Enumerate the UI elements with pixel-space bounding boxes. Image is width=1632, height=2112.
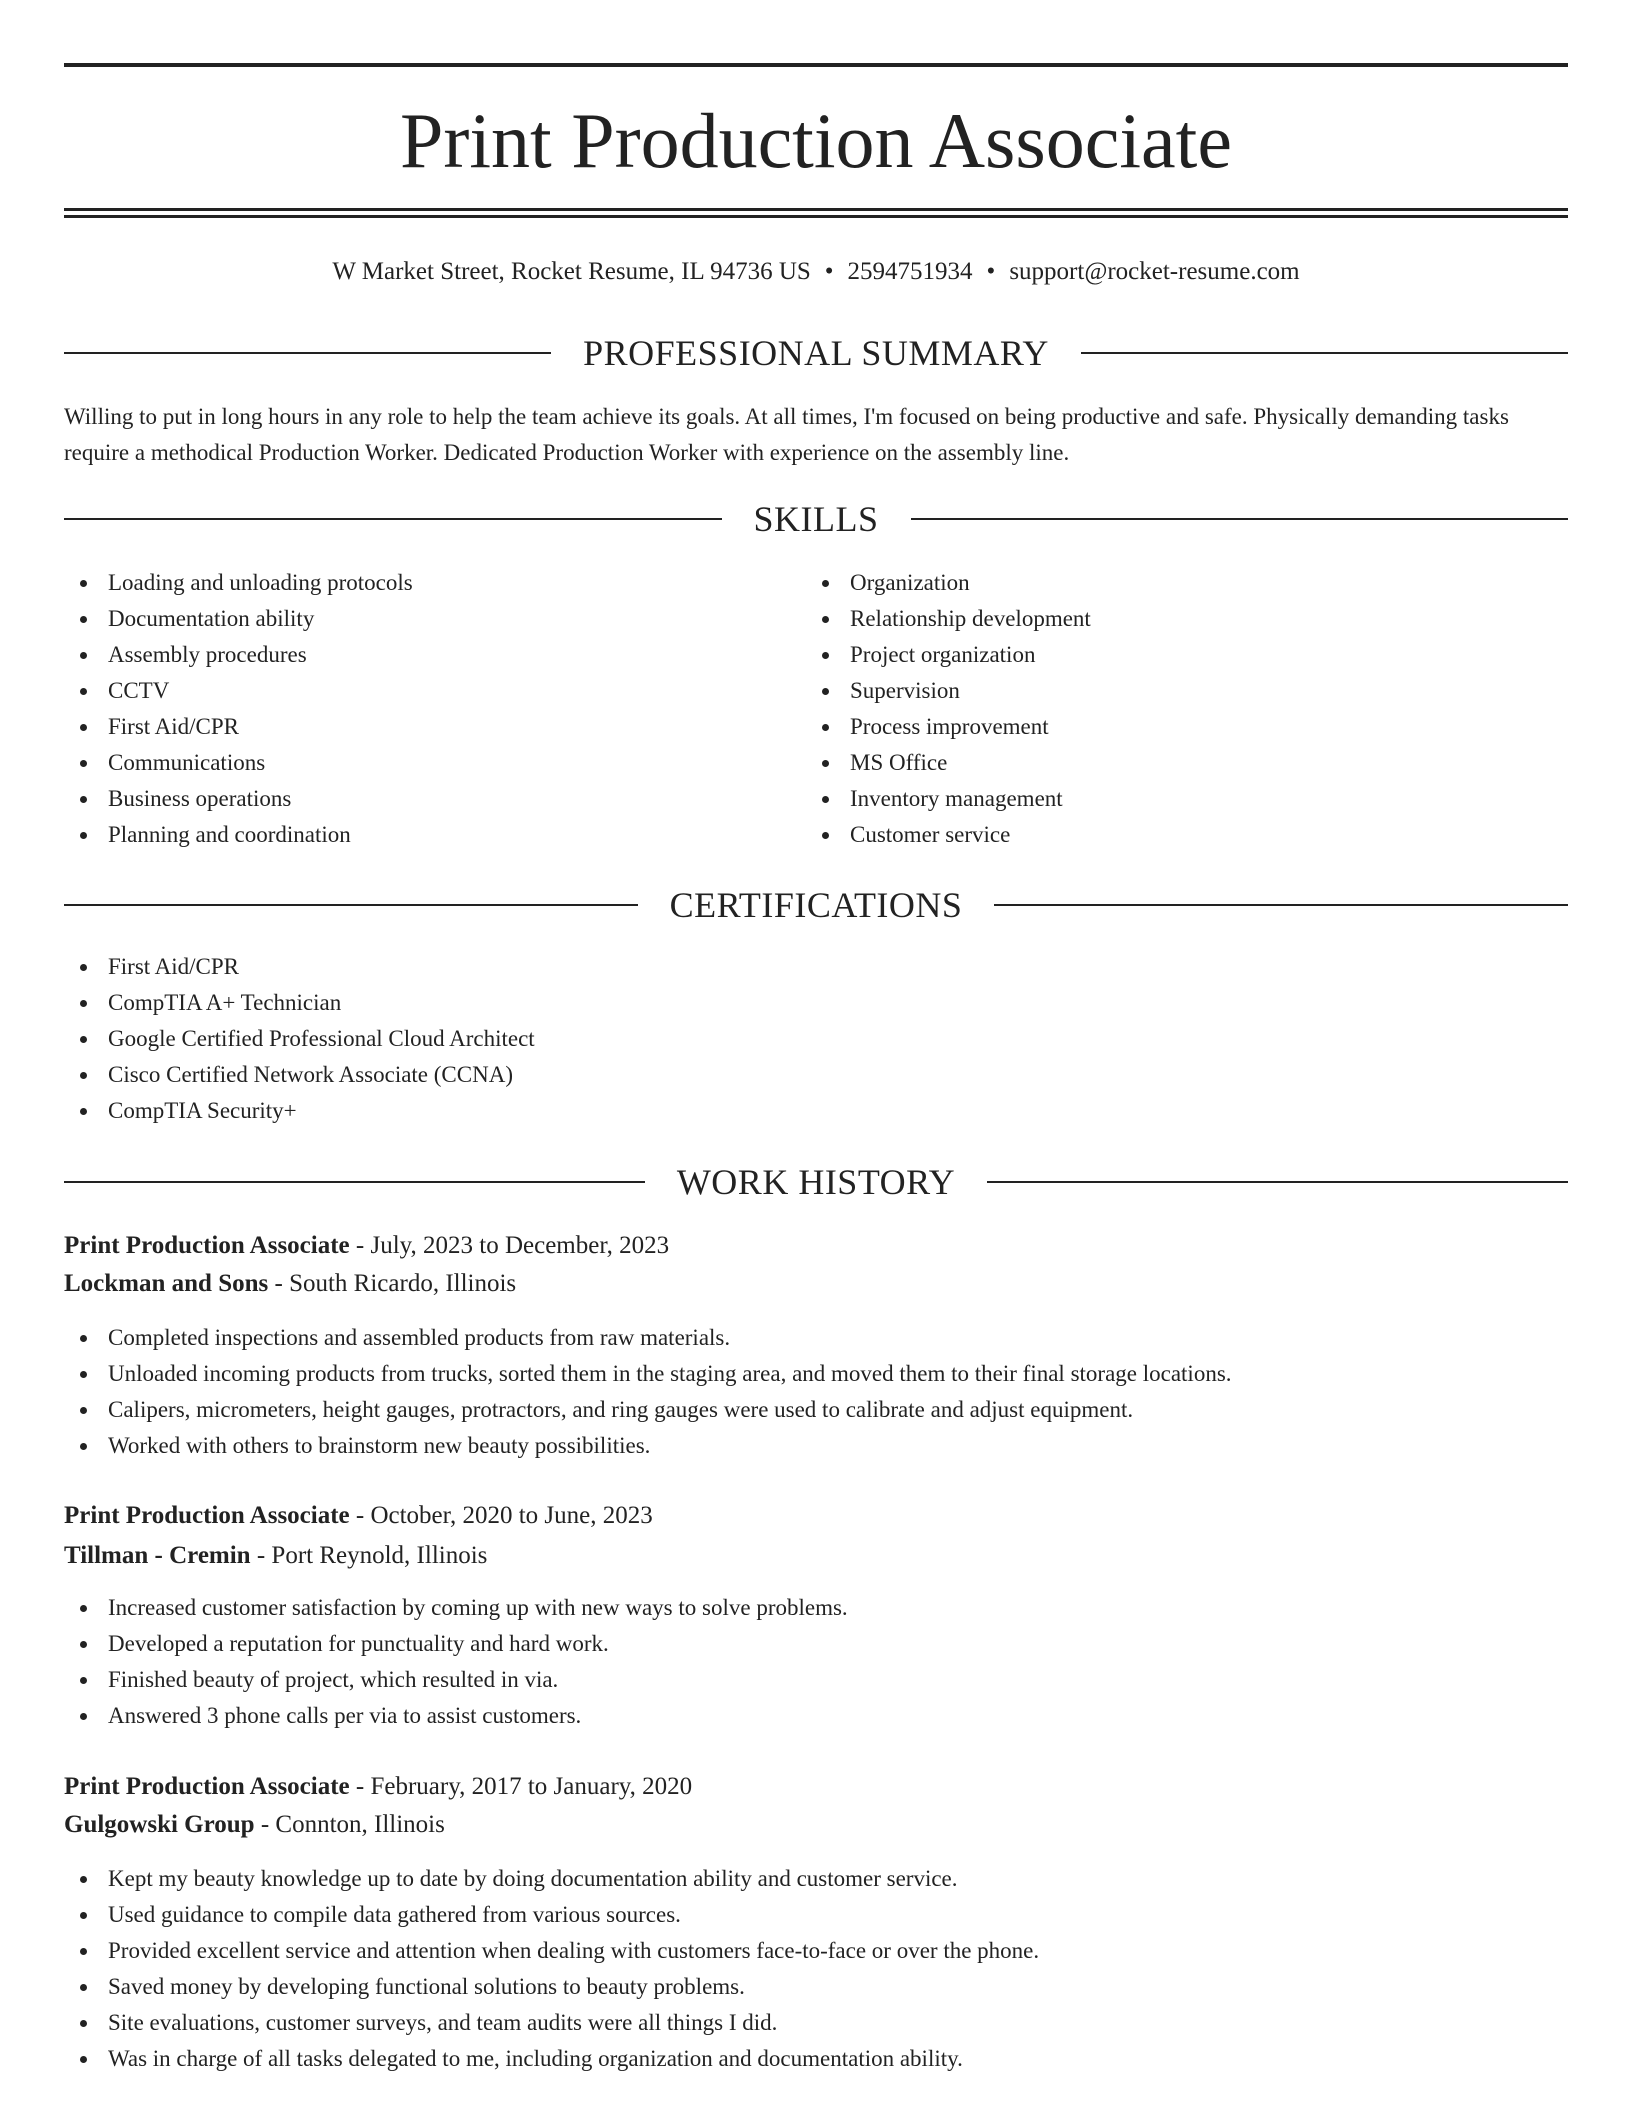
skill-item: Organization <box>806 565 1546 601</box>
certification-item: Cisco Certified Network Associate (CCNA) <box>64 1057 1264 1093</box>
contact-address: W Market Street, Rocket Resume, IL 94736 US <box>332 258 811 285</box>
job-bullet: Worked with others to brainstorm new beauty possibilities. <box>64 1428 1564 1464</box>
summary-text: Willing to put in long hours in any role to help the team achieve its goals. At all times, I'm focused on being productive and safe. Physically demanding tasks require a methodical Production Worker. Dedicated Production Worker with experience on the assembly line. <box>64 404 1509 465</box>
job-bullet: Increased customer satisfaction by coming up with new ways to solve problems. <box>64 1590 1564 1626</box>
section-heading-skills <box>64 497 1568 541</box>
heading-rule <box>1081 352 1568 354</box>
skill-item: Documentation ability <box>64 601 804 637</box>
job-company-line <box>64 1806 1568 1844</box>
skill-item: Supervision <box>806 673 1546 709</box>
job-company: Tillman - Cremin <box>64 1542 251 1569</box>
contact-separator: • <box>986 258 996 285</box>
skill-item: Assembly procedures <box>64 637 804 673</box>
heading-rule <box>64 518 722 520</box>
skill-item: Customer service <box>806 817 1546 853</box>
job-company: Gulgowski Group <box>64 1811 255 1838</box>
job-bullet: Unloaded incoming products from trucks, sorted them in the staging area, and moved them to their final storage locations. <box>64 1356 1564 1392</box>
contact-separator: • <box>824 258 834 285</box>
certification-item: CompTIA Security+ <box>64 1093 1264 1129</box>
section-heading-certifications <box>64 883 1568 927</box>
job-bullet: Site evaluations, customer surveys, and team audits were all things I did. <box>64 2005 1564 2041</box>
skill-item: MS Office <box>806 745 1546 781</box>
heading-rule <box>994 904 1568 906</box>
job-company-line <box>64 1537 1568 1575</box>
heading-rule <box>911 518 1569 520</box>
job-bullet: Developed a reputation for punctuality and hard work. <box>64 1626 1564 1662</box>
job-bullet: Kept my beauty knowledge up to date by doing documentation ability and customer service. <box>64 1861 1564 1897</box>
certification-item: Google Certified Professional Cloud Architect <box>64 1021 1264 1057</box>
section-title: PROFESSIONAL SUMMARY <box>583 333 1049 373</box>
job-title-line <box>64 1497 1568 1535</box>
job-location: - Connton, Illinois <box>254 1811 445 1838</box>
skills-list-left <box>64 565 804 853</box>
job-bullet: Saved money by developing functional solutions to beauty problems. <box>64 1969 1564 2005</box>
job-bullet: Used guidance to compile data gathered from various sources. <box>64 1897 1564 1933</box>
job-dates: - July, 2023 to December, 2023 <box>349 1232 670 1259</box>
job-title: Print Production Associate <box>64 1773 350 1800</box>
section-title: CERTIFICATIONS <box>669 885 963 925</box>
skill-item: CCTV <box>64 673 804 709</box>
job-bullet: Finished beauty of project, which resulted in via. <box>64 1662 1564 1698</box>
contact-email: support@rocket-resume.com <box>1009 258 1300 285</box>
job-bullets <box>64 1590 1564 1734</box>
section-heading-summary <box>64 331 1568 375</box>
skill-item: Relationship development <box>806 601 1546 637</box>
job-bullet: Completed inspections and assembled products from raw materials. <box>64 1320 1564 1356</box>
heading-rule <box>987 1181 1568 1183</box>
job-title: Print Production Associate <box>64 1502 350 1529</box>
contact-line <box>64 254 1568 290</box>
job-company: Lockman and Sons <box>64 1270 269 1297</box>
skill-item: Loading and unloading protocols <box>64 565 804 601</box>
job-bullet: Was in charge of all tasks delegated to me, including organization and documentation ability. <box>64 2041 1564 2077</box>
job-location: - South Ricardo, Illinois <box>268 1270 517 1297</box>
page-title: Print Production Associate <box>400 97 1232 184</box>
job-company-line <box>64 1265 1568 1303</box>
skill-item: First Aid/CPR <box>64 709 804 745</box>
job-dates: - February, 2017 to January, 2020 <box>349 1773 693 1800</box>
contact-phone: 2594751934 <box>847 258 973 285</box>
job-bullet: Answered 3 phone calls per via to assist customers. <box>64 1698 1564 1734</box>
section-title: WORK HISTORY <box>676 1162 956 1202</box>
skill-item: Communications <box>64 745 804 781</box>
job-bullet: Provided excellent service and attention when dealing with customers face-to-face or over the phone. <box>64 1933 1564 1969</box>
skills-list-right <box>806 565 1546 853</box>
job-title-line <box>64 1227 1568 1265</box>
title-double-rule <box>64 208 1568 218</box>
job-title: Print Production Associate <box>64 1232 350 1259</box>
certification-item: CompTIA A+ Technician <box>64 985 1264 1021</box>
skill-item: Inventory management <box>806 781 1546 817</box>
skill-item: Project organization <box>806 637 1546 673</box>
top-rule <box>64 63 1568 67</box>
skill-item: Process improvement <box>806 709 1546 745</box>
heading-rule <box>64 904 638 906</box>
job-location: - Port Reynold, Illinois <box>250 1542 488 1569</box>
job-title-line <box>64 1768 1568 1806</box>
certification-item: First Aid/CPR <box>64 949 1264 985</box>
skill-item: Planning and coordination <box>64 817 804 853</box>
heading-rule <box>64 352 551 354</box>
section-title: SKILLS <box>753 499 879 539</box>
heading-rule <box>64 1181 645 1183</box>
job-bullets <box>64 1320 1564 1464</box>
skill-item: Business operations <box>64 781 804 817</box>
job-dates: - October, 2020 to June, 2023 <box>349 1502 653 1529</box>
certifications-list <box>64 949 1264 1129</box>
job-bullet: Calipers, micrometers, height gauges, protractors, and ring gauges were used to calibrate and adjust equipment. <box>64 1392 1564 1428</box>
job-bullets <box>64 1861 1564 2077</box>
section-heading-work-history <box>64 1160 1568 1204</box>
